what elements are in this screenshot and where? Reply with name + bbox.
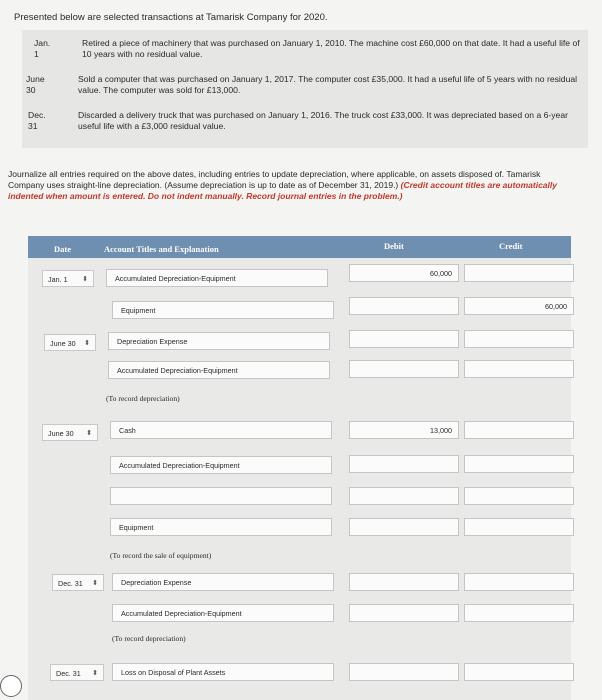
intro-text: Presented below are selected transactions at Tamarisk Company for 2020. bbox=[14, 12, 328, 23]
debit-input[interactable] bbox=[349, 604, 459, 622]
chevron-updown-icon: ⬍ bbox=[82, 276, 88, 283]
debit-input[interactable] bbox=[349, 573, 459, 591]
entry-memo: (To record depreciation) bbox=[112, 634, 186, 643]
transaction-text: Sold a computer that was purchased on January 1, 2017. The computer cost £35,000. It had a useful life of 5 years with no residual value. The computer was sold for £13,000. bbox=[78, 74, 578, 95]
entry-memo: (To record depreciation) bbox=[106, 394, 180, 403]
chevron-updown-icon: ⬍ bbox=[92, 670, 98, 677]
account-input[interactable]: Accumulated Depreciation-Equipment bbox=[108, 361, 330, 379]
debit-input[interactable] bbox=[349, 455, 459, 473]
debit-input[interactable] bbox=[349, 663, 459, 681]
transactions-box bbox=[22, 30, 588, 148]
credit-input[interactable] bbox=[464, 663, 574, 681]
account-input[interactable]: Accumulated Depreciation-Equipment bbox=[110, 456, 332, 474]
date-select[interactable]: Dec. 31 ⬍ bbox=[52, 574, 104, 591]
account-input[interactable]: Equipment bbox=[112, 301, 334, 319]
journal-table-body bbox=[28, 258, 571, 700]
account-input[interactable]: Accumulated Depreciation-Equipment bbox=[112, 604, 334, 622]
journal-table-header bbox=[28, 236, 571, 258]
transaction-text: Discarded a delivery truck that was purchased on January 1, 2016. The truck cost £33,000. It was depreciated based on a 6-year useful life with a £3,000 residual value. bbox=[78, 110, 568, 131]
account-input[interactable] bbox=[110, 487, 332, 505]
instructions-note: (Credit account titles are automatically indented when amount is entered. Do not indent manually. Record journal entries in the problem.) bbox=[8, 179, 557, 201]
date-select[interactable]: Dec. 31 ⬍ bbox=[50, 664, 104, 681]
account-input[interactable]: Equipment bbox=[110, 518, 332, 536]
credit-input[interactable] bbox=[464, 518, 574, 536]
credit-input[interactable] bbox=[464, 330, 574, 348]
chevron-updown-icon: ⬍ bbox=[84, 340, 90, 347]
date-select[interactable]: June 30 ⬍ bbox=[42, 424, 98, 441]
account-input[interactable]: Depreciation Expense bbox=[108, 332, 330, 350]
debit-input[interactable] bbox=[349, 360, 459, 378]
date-select[interactable]: Jan. 1 ⬍ bbox=[42, 270, 94, 287]
credit-input[interactable] bbox=[464, 487, 574, 505]
credit-input[interactable] bbox=[464, 264, 574, 282]
instructions bbox=[8, 169, 568, 201]
chevron-updown-icon: ⬍ bbox=[92, 580, 98, 587]
header-date: Date bbox=[54, 244, 71, 254]
transaction-text: Retired a piece of machinery that was purchased on January 1, 2010. The machine cost £60,000 on that date. It had a useful life of 10 years with no residual value. bbox=[82, 38, 580, 59]
credit-input[interactable] bbox=[464, 455, 574, 473]
debit-input[interactable]: 60,000 bbox=[349, 264, 459, 282]
debit-input[interactable] bbox=[349, 330, 459, 348]
debit-input[interactable] bbox=[349, 518, 459, 536]
transaction-date: Jan. 1 bbox=[34, 38, 51, 59]
entry-memo: (To record the sale of equipment) bbox=[110, 551, 212, 560]
instructions-main: Journalize all entries required on the above dates, including entries to update depreciation, where applicable, on assets disposed of. Tamarisk Company uses straight-line depreciation. (Assume depreciation is up to date as of December 31, 2019.) bbox=[8, 169, 541, 190]
account-input[interactable]: Accumulated Depreciation-Equipment bbox=[106, 269, 328, 287]
debit-input[interactable] bbox=[349, 487, 459, 505]
date-select[interactable]: June 30 ⬍ bbox=[44, 334, 96, 351]
credit-input[interactable] bbox=[464, 421, 574, 439]
account-input[interactable]: Depreciation Expense bbox=[112, 573, 334, 591]
credit-input[interactable]: 60,000 bbox=[464, 297, 574, 315]
credit-input[interactable] bbox=[464, 573, 574, 591]
account-input[interactable]: Cash bbox=[110, 421, 332, 439]
chevron-updown-icon: ⬍ bbox=[86, 430, 92, 437]
header-credit: Credit bbox=[499, 241, 523, 251]
help-icon[interactable] bbox=[0, 675, 22, 697]
header-debit: Debit bbox=[384, 241, 404, 251]
debit-input[interactable] bbox=[349, 297, 459, 315]
transaction-date: Dec. 31 bbox=[28, 110, 46, 131]
debit-input[interactable]: 13,000 bbox=[349, 421, 459, 439]
credit-input[interactable] bbox=[464, 604, 574, 622]
transaction-date: June 30 bbox=[26, 74, 45, 95]
credit-input[interactable] bbox=[464, 360, 574, 378]
header-account: Account Titles and Explanation bbox=[104, 244, 219, 254]
account-input[interactable]: Loss on Disposal of Plant Assets bbox=[112, 663, 334, 681]
